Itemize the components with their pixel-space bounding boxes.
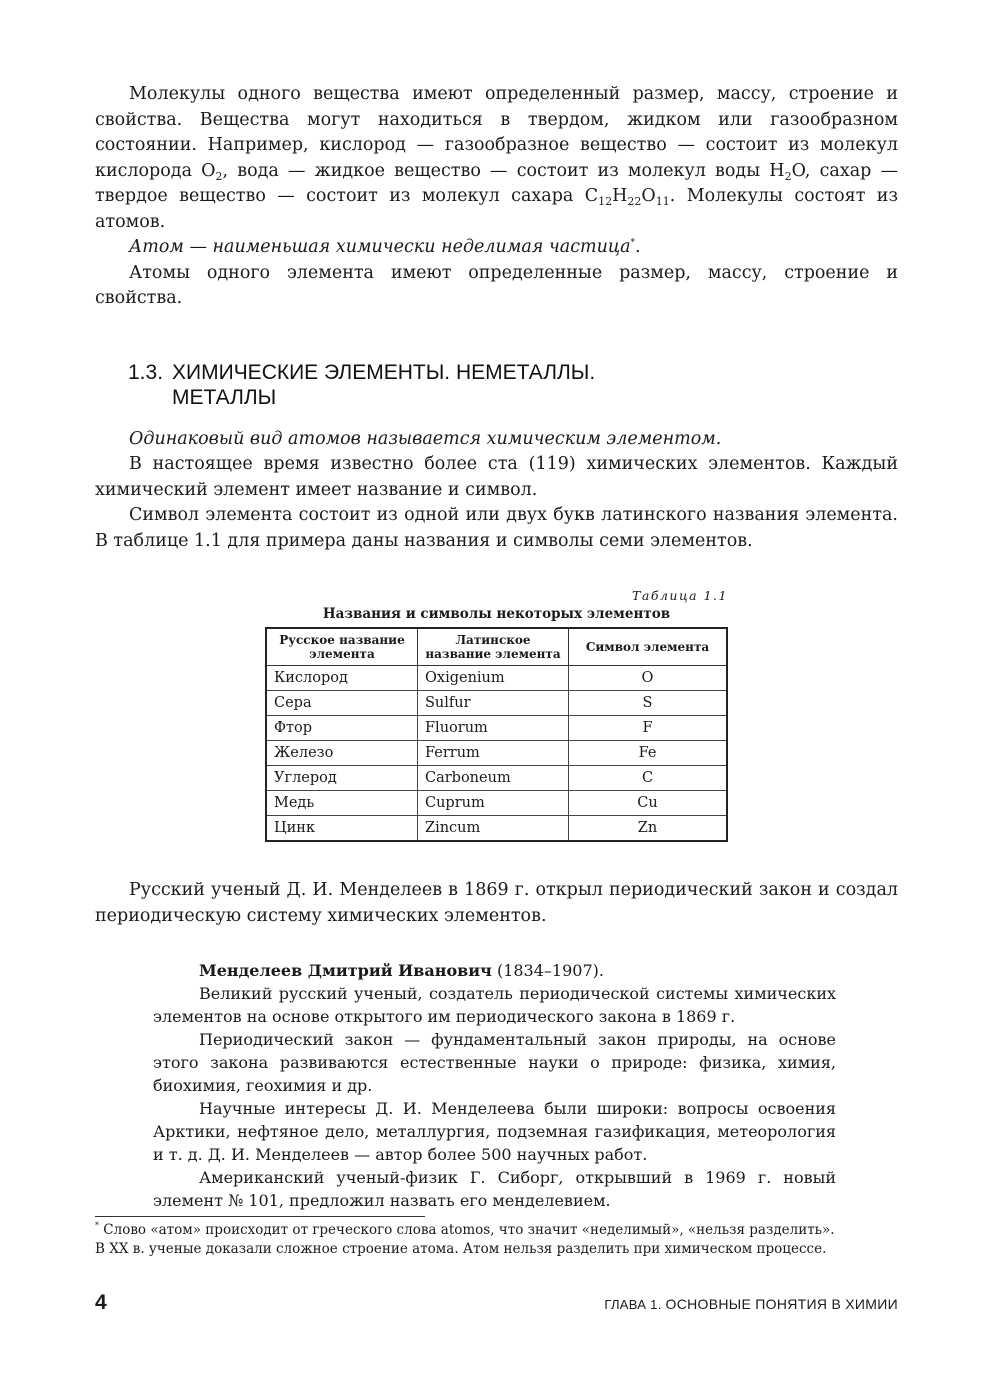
text-fragment: H — [612, 186, 628, 206]
element-definition — [95, 427, 898, 453]
section-number: 1.3. — [128, 360, 164, 384]
intro-paragraph-molecules — [95, 82, 898, 235]
cell-russian: Медь — [266, 791, 418, 816]
subscript: 11 — [655, 195, 670, 208]
bio-paragraph: Периодический закон — фундаментальный закон природы, на основе этого закона развиваются естественные науки о природе: физика, химия, биохимия, геохимия и др. — [153, 1030, 836, 1095]
text-fragment: . Молекулы состоят из атомов. — [95, 186, 898, 232]
table-caption: Таблица 1.1 — [632, 588, 728, 603]
bio-paragraph: Научные интересы Д. И. Менделеева были широки: вопросы освоения Арктики, нефтяное дело, металлургия, подземная газификация, метеорология и т. д. Д. И. Менделеев — автор более 500 научных работ. — [153, 1099, 836, 1164]
definition-text: Одинаковый вид атомов называется химическим элементом — [129, 428, 716, 449]
section-paragraph-symbols: Символ элемента состоит из одной или двух букв латинского названия элемента. В таблице 1.1 для примера даны названия и символы семи элементов. — [95, 505, 898, 551]
cell-symbol: S — [569, 691, 728, 716]
definition-text: Атом — наименьшая химически неделимая частица — [129, 237, 631, 257]
chapter-prefix: ГЛАВА 1. — [604, 1297, 666, 1312]
cell-russian: Железо — [266, 741, 418, 766]
header-latin-name: Латинское название элемента — [418, 628, 569, 666]
table-row — [266, 691, 727, 716]
cell-latin: Carboneum — [418, 766, 569, 791]
cell-symbol: F — [569, 716, 728, 741]
section-title-line1: ХИМИЧЕСКИЕ ЭЛЕМЕНТЫ. НЕМЕТАЛЛЫ. — [172, 360, 596, 384]
table-row — [266, 716, 727, 741]
cell-latin: Zincum — [418, 816, 569, 842]
subscript: 22 — [627, 195, 642, 208]
table-row — [266, 741, 727, 766]
section-paragraph-count: В настоящее время известно более ста (119) химических элементов. Каждый химический элемент имеет название и символ. — [95, 454, 898, 500]
cell-symbol: O — [569, 666, 728, 691]
text-fragment: Молекулы одного вещества имеют определенный размер, массу, строение и свойства. Вещества могут находиться в твердом, жидком или газообразном состоянии. Например, кислород — газообразное вещество — состоит из молекул кислорода O — [95, 84, 898, 181]
footnote-line1 — [95, 1221, 898, 1240]
cell-russian: Кислород — [266, 666, 418, 691]
cell-symbol: C — [569, 766, 728, 791]
cell-russian: Фтор — [266, 716, 418, 741]
atom-definition — [95, 235, 898, 261]
text-fragment: . — [635, 237, 641, 257]
table-row — [266, 791, 727, 816]
page-body — [95, 82, 898, 1212]
cell-latin: Cuprum — [418, 791, 569, 816]
bio-years: (1834–1907). — [491, 961, 604, 980]
footnote — [95, 1221, 898, 1259]
intro-paragraph-atoms: Атомы одного элемента имеют определенные размер, массу, строение и свойства. — [95, 262, 898, 308]
header-russian-name: Русское название элемента — [266, 628, 418, 666]
subscript: 2 — [784, 169, 792, 183]
biography-box — [153, 959, 836, 1212]
cell-symbol: Fe — [569, 741, 728, 766]
bio-paragraph: Американский ученый-физик Г. Сиборг, открывший в 1969 г. новый элемент № 101, предложил назвать его менделевием. — [153, 1168, 836, 1210]
table-header-row — [266, 628, 727, 666]
text-fragment: , вода — жидкое вещество — состоит из молекул воды H — [222, 160, 785, 181]
table-title: Названия и символы некоторых элементов — [322, 606, 671, 622]
subscript: 2 — [215, 169, 223, 183]
footnote-mark[interactable]: * — [630, 238, 636, 248]
bio-heading — [153, 959, 836, 982]
bio-paragraph: Великий русский ученый, создатель периодической системы химических элементов на основе открытого им периодического закона в 1869 г. — [153, 984, 836, 1026]
footnote-separator — [95, 1216, 425, 1217]
mendeleev-paragraph: Русский ученый Д. И. Менделеев в 1869 г. открыл периодический закон и создал периодическую систему химических элементов. — [95, 880, 898, 926]
text-fragment: O, сахар — твердое вещество — состоит из молекул сахара C — [95, 160, 899, 206]
section-heading — [128, 360, 898, 410]
table-row — [266, 816, 727, 842]
cell-latin: Sulfur — [418, 691, 569, 716]
footnote-line2: В XX в. ученые доказали сложное строение атома. Атом нельзя разделить при химическом процессе. — [95, 1241, 827, 1257]
cell-latin: Fluorum — [418, 716, 569, 741]
text-fragment: O — [641, 186, 656, 206]
subscript: 12 — [598, 195, 613, 208]
page-number: 4 — [95, 1291, 107, 1314]
cell-symbol: Zn — [569, 816, 728, 842]
cell-russian: Цинк — [266, 816, 418, 842]
chapter-title: ОСНОВНЫЕ ПОНЯТИЯ В ХИМИИ — [665, 1296, 898, 1312]
cell-symbol: Cu — [569, 791, 728, 816]
cell-russian: Углерод — [266, 766, 418, 791]
table-row — [266, 666, 727, 691]
cell-latin: Ferrum — [418, 741, 569, 766]
table-row — [266, 766, 727, 791]
cell-latin: Oxigenium — [418, 666, 569, 691]
footnote-text: Слово «атом» происходит от греческого слова atomos, что значит «неделимый», «нельзя разделить». — [99, 1222, 835, 1238]
elements-table — [265, 627, 728, 842]
cell-russian: Сера — [266, 691, 418, 716]
running-header — [604, 1296, 898, 1312]
footnote-mark: * — [95, 1221, 99, 1230]
section-title-line2: МЕТАЛЛЫ — [172, 385, 277, 409]
text-fragment: . — [715, 428, 722, 449]
header-symbol: Символ элемента — [569, 628, 728, 666]
bio-name: Менделеев Дмитрий Иванович — [199, 961, 492, 980]
